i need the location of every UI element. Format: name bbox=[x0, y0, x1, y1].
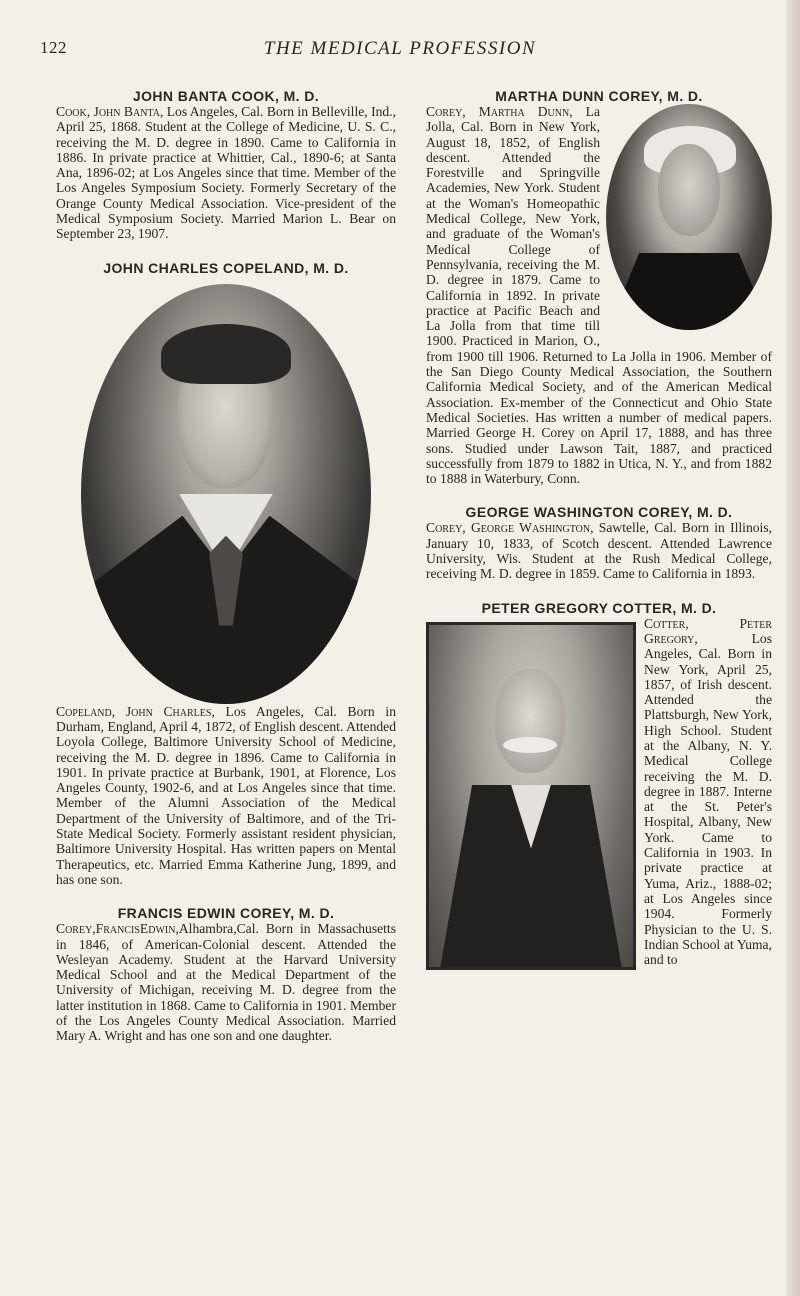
entry-lead-name: Copeland, John Charles, bbox=[56, 703, 215, 719]
page-edge-shadow bbox=[786, 0, 800, 1296]
entry-lead-name: Corey,FrancisEdwin, bbox=[56, 921, 179, 937]
entry-text: La Jolla, Cal. Born in New York, August 18, 1852, of English descent. Attended the Forestville and Springville Academies, New York. Student at the Woman's Homeopathic Medical College, New York, and graduate of the Woman's Medical College of Pennsylvania, receiving the M. D. degree in 1879. Came to California in 1892. In private practice at Pacific Beach and La Jolla from that time till 1900. Practiced in Marion, O., from 1900 till 1906. Returned to La Jolla in 1906. Member of the San Diego County Medical Association, the Southern California Medical Society, and of the American Medical Association. Ex-member of the Connecticut and Ohio State Medical Societies. Has written a number of medical papers. Married George H. Corey on April 17, 1888, and has three sons. Studied under Lawson Tait, 1887, and practiced successfully from 1879 to 1882 in Utica, N. Y., and from 1882 to 1888 in Waterbury, Conn. bbox=[426, 104, 772, 487]
entry-body bbox=[426, 616, 772, 968]
entry-title: JOHN BANTA COOK, M. D. bbox=[132, 88, 320, 104]
entry-francis-corey bbox=[56, 905, 396, 1043]
entry-cook bbox=[56, 88, 396, 242]
copeland-portrait bbox=[81, 284, 371, 704]
entry-george-corey bbox=[426, 504, 772, 581]
entry-copeland bbox=[56, 260, 396, 888]
entry-lead-name: Cook, John Banta, bbox=[56, 104, 164, 119]
entry-title: GEORGE WASHINGTON COREY, M. D. bbox=[465, 504, 733, 521]
entry-text: Los Angeles, Cal. Born in New York, April 25, 1857, of Irish descent. Attended the Plattsburgh, New York, High School. Student at the Albany, N. Y. Medical College receiving the M. D. degree in 1887. Interne at the St. Peter's Hospital, Albany, New York. Came to California in 1903. In private practice at Yuma, Ariz., 1888-02; at Los Angeles since 1904. Formerly Physician to the U. S. Indian School at Yuma, and to bbox=[644, 630, 772, 968]
entry-body bbox=[56, 104, 396, 242]
entry-title: MARTHA DUNN COREY, M. D. bbox=[495, 88, 703, 104]
entry-cotter bbox=[426, 600, 772, 968]
left-column bbox=[56, 88, 396, 1044]
entry-text: Los Angeles, Cal. Born in Belleville, Ind., April 25, 1868. Student at the College of Medicine, U. S. C., receiving the M. D. degree in 1890. Came to California in 1886. In private practice at Whittier, Cal., 1890-6; at Santa Ana, 1896-02; at Los Angeles since that time. Member of the Los Angeles Symposium Society. Formerly Secretary of the Orange County Medical Association. Vice-president of the Medical Symposium Society. Married Marion L. Bear on September 23, 1907. bbox=[56, 104, 396, 242]
entry-text: Alhambra,Cal. Born in Massachusetts in 1846, of American-Colonial descent. Attended the Wesleyan Academy. Student at the Harvard University Medical School and at the Medical Department of the University of Michigan, receiving M. D. degree from the latter institution in 1868. Came to California in 1901. Member of the Los Angeles County Medical Association. Married Mary A. Wright and has one son and one daughter. bbox=[56, 921, 396, 1044]
page-header: THE MEDICAL PROFESSION bbox=[263, 38, 537, 59]
entry-body bbox=[56, 921, 396, 1043]
entry-title: JOHN CHARLES COPELAND, M. D. bbox=[103, 259, 349, 276]
entry-lead-name: Corey, George Washington, bbox=[426, 520, 594, 536]
page-number: 122 bbox=[40, 38, 67, 57]
entry-lead-name: Corey, Martha Dunn, bbox=[426, 104, 573, 119]
martha-portrait bbox=[606, 104, 772, 330]
entry-text: Sawtelle, Cal. Born in Illinois, January 10, 1833, of Scotch descent. Attended Lawrence University, Wis. Student at the Rush Medical College, receiving M. D. degree in 1859. Came to California in 1893. bbox=[426, 520, 773, 582]
cotter-portrait bbox=[426, 622, 636, 970]
entry-body bbox=[426, 520, 772, 581]
entry-body bbox=[56, 704, 396, 888]
running-head bbox=[40, 38, 760, 62]
entry-text: Los Angeles, Cal. Born in Durham, England, April 4, 1872, of English descent. Attended Loyola College, Baltimore University School of Medicine, receiving the M. D. degree in 1896. Came to California in 1901. In private practice at Burbank, 1901, at Florence, Los Angeles County, 1902-6, and at Los Angeles since that time. Member of the Alumni Association of the Medical Department of the University of Baltimore, and of the Tri-State Medical Society. Formerly assistant resident physician, Baltimore University Hospital. Has written papers on Mental Therapeutics, etc. Married Emma Katherine Jung, 1899, and has one son. bbox=[56, 703, 396, 887]
entry-lead-name: Cotter, Peter Gregory, bbox=[644, 615, 772, 646]
right-column bbox=[426, 88, 772, 974]
entry-title: FRANCIS EDWIN COREY, M. D. bbox=[117, 905, 335, 922]
entry-martha-corey bbox=[426, 88, 772, 486]
entry-title: PETER GREGORY COTTER, M. D. bbox=[481, 599, 717, 616]
entry-body bbox=[426, 104, 772, 486]
